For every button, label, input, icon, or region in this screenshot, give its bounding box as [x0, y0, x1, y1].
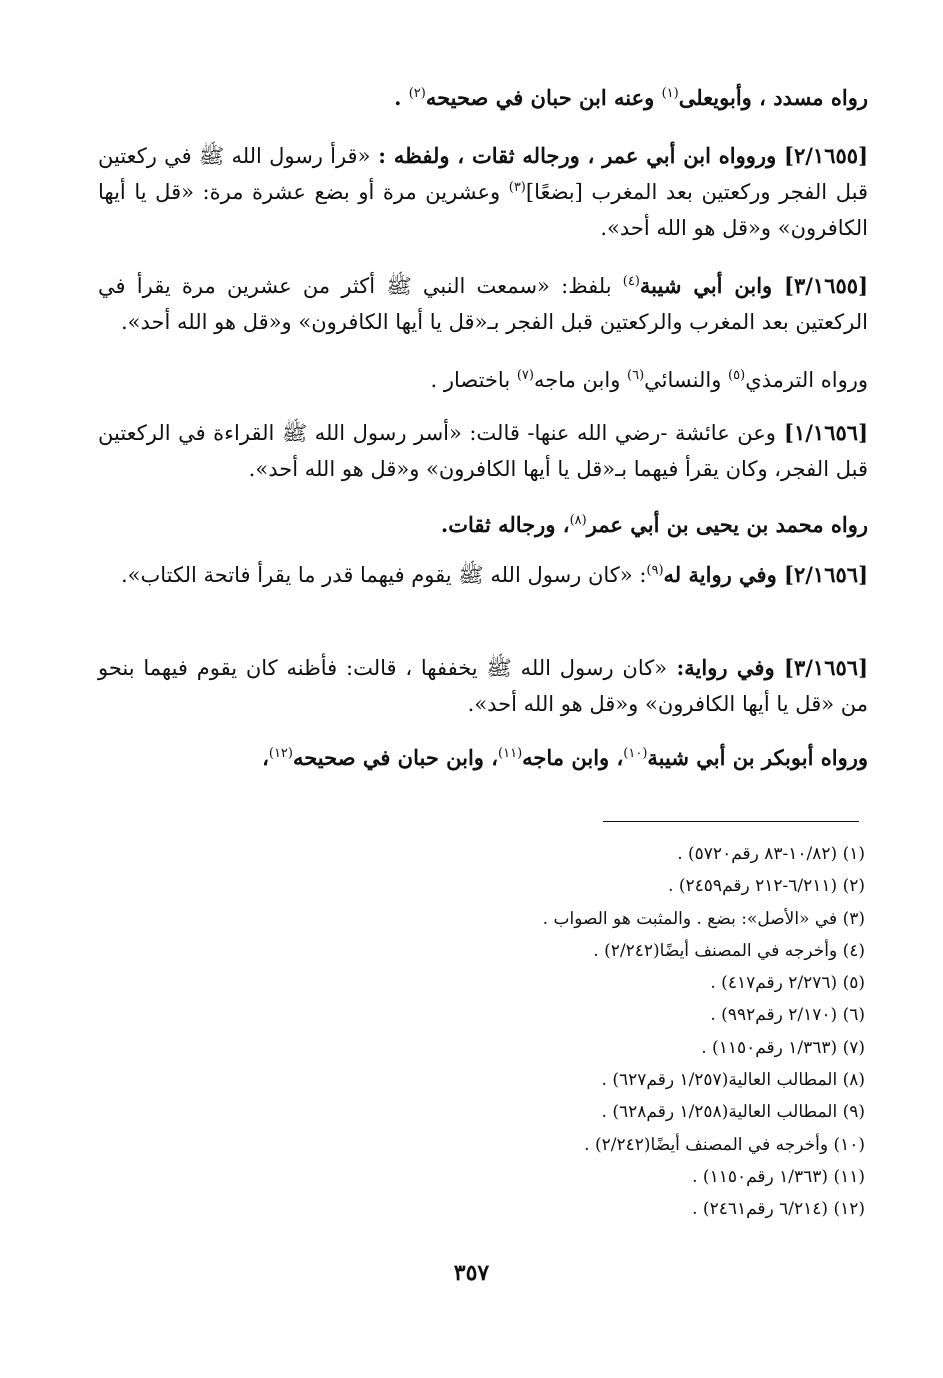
- footnote-item: (٢) (٦/٢١١-٢١٢ رقم٢٤٥٩) .: [668, 876, 865, 897]
- paragraph-text-run: رواه مسدد ، وأبويعلى: [678, 85, 868, 110]
- paragraph-text-run: بلفظ: «سمعت النبي ﷺ أكثر من عشرين مرة يقرأ في الركعتين بعد المغرب والركعتين قبل الفجر بـ«قل يا أيها الكافرون» و«قل هو الله أحد».: [98, 274, 868, 334]
- paragraph-text-run: ، وابن حبان في صحيحه: [292, 745, 499, 770]
- paragraph-text-run: .: [394, 85, 409, 110]
- footnote-marker: (١٢): [268, 746, 293, 761]
- footnote-item: (١٢) (٦/٢١٤ رقم٢٤٦١) .: [692, 1199, 865, 1220]
- paragraph-text-run: [٣/١٦٥٦] وفي رواية:: [667, 655, 868, 680]
- paragraph-text-run: ، ورجاله ثقات.: [440, 512, 570, 537]
- paragraph-text-run: ورواه أبوبكر بن أبي شيبة: [647, 745, 868, 770]
- paragraph-text-run: ،: [262, 745, 269, 770]
- footnote-marker: (٦): [627, 368, 645, 383]
- paragraph-text-run: «كان رسول الله ﷺ يخففها ، قالت: فأظنه كان يقوم فيهما بنحو من «قل يا أيها الكافرون» و«قل هو الله أحد».: [98, 656, 868, 716]
- footnotes-list: [420, 838, 865, 1226]
- footnote-item: (٩) المطالب العالية(١/٢٥٨ رقم٦٢٨) .: [601, 1102, 865, 1123]
- paragraph-text-run: والنسائي: [644, 368, 729, 392]
- paragraph-7: [98, 557, 868, 593]
- footnote-item: (١١) (١/٣٦٣ رقم١١٥٠) .: [692, 1166, 865, 1187]
- footnote-marker: (٩): [646, 563, 664, 578]
- paragraph-text-run: [٣/١٦٥٥] وابن أبي شيبة: [639, 273, 868, 298]
- paragraph-text-run: رواه محمد بن يحيى بن أبي عمر: [586, 512, 868, 537]
- footnote-item: (٦) (٢/١٧٠ رقم٩٩٢) .: [710, 1005, 865, 1026]
- footnote-item: (١) (١٠/٨٢-٨٣ رقم٥٧٢٠) .: [677, 844, 865, 864]
- footnote-marker: (١٠): [623, 746, 648, 761]
- footnote-item: (١٠) وأخرجه في المصنف أيضًا(٢/٢٤٢) .: [584, 1134, 865, 1155]
- footnote-marker: (٤): [622, 274, 640, 289]
- page-number: ٣٥٧: [453, 1260, 490, 1286]
- footnote-marker: (١١): [498, 746, 523, 761]
- footnote-marker: (١): [661, 86, 679, 101]
- footnote-item: (٨) المطالب العالية(١/٢٥٧ رقم٦٢٧) .: [601, 1070, 865, 1091]
- footnote-item: (٤) وأخرجه في المصنف أيضًا(٢/٢٤٢) .: [593, 940, 865, 961]
- paragraph-4: [98, 362, 868, 398]
- paragraph-9: [98, 740, 868, 776]
- footnote-marker: (٢): [408, 86, 426, 101]
- paragraph-text-run: : «كان رسول الله ﷺ يقوم فيهما قدر ما يقرأ فاتحة الكتاب».: [120, 563, 647, 587]
- paragraph-text-run: [٢/١٦٥٥] وروواه ابن أبي عمر ، ورجاله ثقات ، ولفظه :: [370, 143, 868, 168]
- paragraph-text-run: ورواه الترمذي: [745, 368, 868, 392]
- paragraph-2: [98, 138, 868, 246]
- paragraph-text-run: وعشرين مرة أو بضع عشرة مرة: «قل يا أيها الكافرون» و«قل هو الله أحد».: [98, 180, 868, 240]
- footnote-item: (٥) (٢/٢٧٦ رقم٤١٧) .: [710, 973, 865, 994]
- paragraph-6: [98, 507, 868, 543]
- paragraph-text-run: وابن ماجه: [533, 368, 628, 392]
- paragraph-5: [98, 415, 868, 487]
- footnote-marker: (٣): [508, 180, 526, 195]
- paragraph-text-run: وعن عائشة -رضي الله عنها- قالت: «أسر رسول الله ﷺ القراءة في الركعتين قبل الفجر، وكان يقرأ فيهما بـ«قل يا أيها الكافرون» و«قل هو الله أحد».: [98, 421, 868, 481]
- footnote-marker: (٥): [728, 368, 746, 383]
- paragraph-1: [98, 80, 868, 116]
- paragraph-text-run: ، وابن ماجه: [522, 745, 624, 770]
- footnote-item: (٣) في «الأصل»: بضع . والمثبت هو الصواب .: [542, 908, 865, 929]
- footnote-marker: (٧): [516, 368, 534, 383]
- paragraph-3: [98, 268, 868, 340]
- paragraph-8: [98, 650, 868, 722]
- paragraph-text-run: باختصار .: [430, 368, 517, 392]
- paragraph-text-run: وعنه ابن حبان في صحيحه: [425, 85, 662, 110]
- paragraph-text-run: [٢/١٦٥٦] وفي رواية له: [663, 562, 868, 587]
- footnote-marker: (٨): [569, 513, 587, 528]
- paragraph-text-run: «قرأ رسول الله ﷺ في ركعتين قبل الفجر وركعتين بعد المغرب [بضعًا]: [98, 144, 868, 204]
- footnote-item: (٧) (١/٣٦٣ رقم١١٥٠) .: [701, 1037, 865, 1058]
- footnote-separator: [603, 821, 859, 822]
- paragraph-text-run: [١/١٦٥٦]: [775, 420, 868, 445]
